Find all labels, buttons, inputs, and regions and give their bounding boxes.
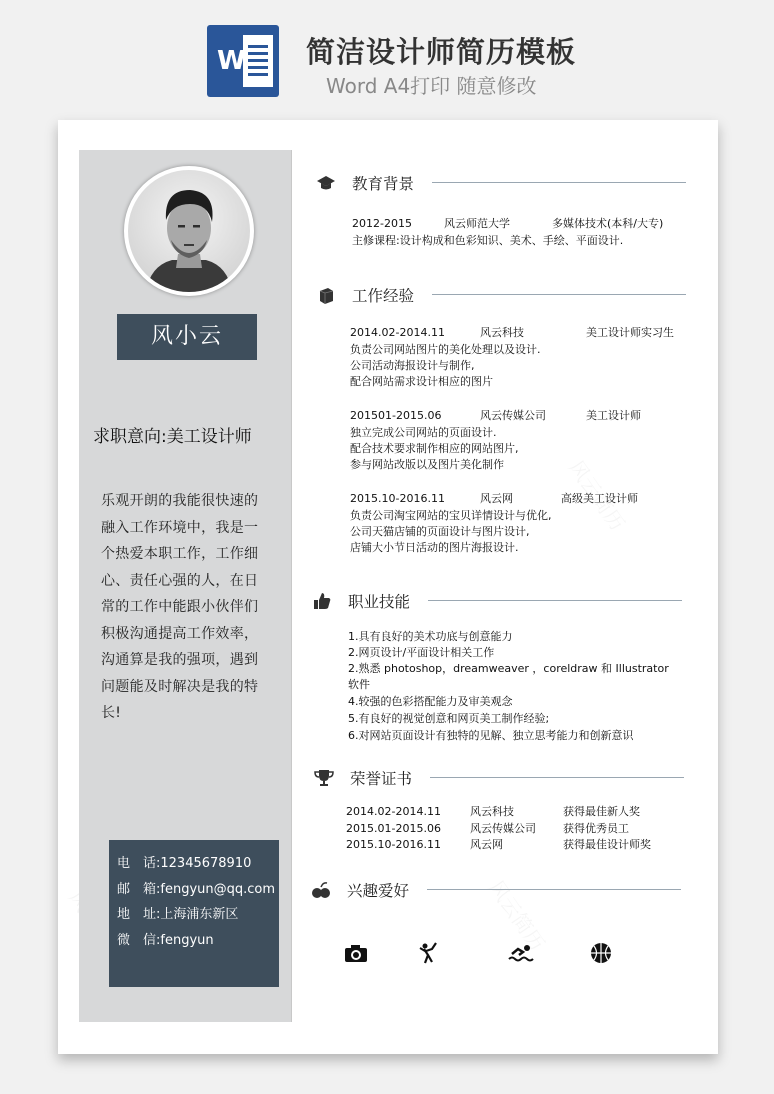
resume-page bbox=[58, 120, 718, 1054]
skill-item: 2.网页设计/平面设计相关工作 bbox=[348, 646, 495, 659]
skill-item: 2.熟悉 photoshop，dreamweaver ，coreldraw 和 Illustrator bbox=[348, 662, 669, 675]
honor-org: 风云网 bbox=[470, 838, 503, 851]
banner-title: 简洁设计师简历模板 bbox=[306, 35, 577, 69]
camera-icon bbox=[343, 940, 369, 966]
job-company: 风云传媒公司 bbox=[480, 409, 546, 422]
job-role: 美工设计师实习生 bbox=[586, 326, 674, 339]
contact-email: 邮 箱:fengyun@qq.com bbox=[117, 882, 276, 897]
basketball-icon bbox=[588, 940, 614, 966]
trophy-icon bbox=[314, 768, 334, 788]
name-plate: 风小云 bbox=[117, 314, 257, 360]
thumbs-up-icon bbox=[312, 591, 332, 611]
skill-item: 1.具有良好的美术功底与创意能力 bbox=[348, 630, 513, 643]
job-line: 公司天猫店铺的页面设计与图片设计, bbox=[350, 525, 530, 538]
skill-item: 5.有良好的视觉创意和网页美工制作经验; bbox=[348, 712, 550, 725]
job-role: 美工设计师 bbox=[586, 409, 641, 422]
honor-award: 获得优秀员工 bbox=[563, 822, 629, 835]
contact-box bbox=[109, 840, 279, 987]
self-introduction: 乐观开朗的我能很快速的融入工作环境中，我是一个热爱本职工作，工作细心、责任心强的人，在日常的工作中能跟小伙伴们积极沟通提高工作效率，沟通算是我的强项，遇到问题能及时解决是我的特长! bbox=[101, 493, 259, 721]
apple-icon bbox=[311, 880, 331, 900]
job-role: 高级美工设计师 bbox=[561, 492, 638, 505]
job-line: 负责公司淘宝网站的宝贝详情设计与优化, bbox=[350, 509, 552, 522]
word-logo-letter: W bbox=[217, 46, 246, 76]
honors-title: 荣誉证书 bbox=[350, 770, 413, 788]
honor-org: 风云科技 bbox=[470, 805, 514, 818]
job-company: 风云科技 bbox=[480, 326, 524, 339]
cube-icon bbox=[316, 285, 336, 305]
hobbies-title: 兴趣爱好 bbox=[347, 882, 410, 900]
skills-title: 职业技能 bbox=[348, 593, 411, 611]
work-title: 工作经验 bbox=[352, 287, 415, 305]
hobbies-header bbox=[311, 877, 681, 903]
honor-period: 2014.02-2014.11 bbox=[346, 805, 441, 818]
education-header bbox=[316, 170, 686, 196]
education-title: 教育背景 bbox=[352, 175, 415, 193]
education-major: 多媒体技术(本科/大专) bbox=[552, 217, 664, 230]
contact-phone: 电 话:12345678910 bbox=[117, 856, 252, 871]
honor-period: 2015.10-2016.11 bbox=[346, 838, 441, 851]
job-company: 风云网 bbox=[480, 492, 513, 505]
job-line: 独立完成公司网站的页面设计. bbox=[350, 426, 497, 439]
banner bbox=[0, 0, 774, 118]
sidebar-divider bbox=[291, 150, 292, 1022]
education-school: 风云师范大学 bbox=[444, 217, 510, 230]
job-period: 2014.02-2014.11 bbox=[350, 326, 445, 339]
job-period: 201501-2015.06 bbox=[350, 409, 442, 422]
job-line: 公司活动海报设计与制作, bbox=[350, 359, 475, 372]
job-line: 配合技术要求制作相应的网站图片, bbox=[350, 442, 519, 455]
contact-wechat: 微 信:fengyun bbox=[117, 933, 214, 948]
job-objective: 求职意向:美工设计师 bbox=[93, 427, 252, 447]
honors-header bbox=[314, 765, 684, 791]
job-line: 负责公司网站图片的美化处理以及设计. bbox=[350, 343, 541, 356]
sidebar bbox=[79, 150, 291, 1022]
portrait-photo-icon bbox=[128, 170, 250, 292]
swimming-icon bbox=[508, 940, 534, 966]
job-line: 参与网站改版以及图片美化制作 bbox=[350, 458, 504, 471]
skill-item: 4.较强的色彩搭配能力及审美观念 bbox=[348, 695, 513, 708]
avatar bbox=[124, 166, 254, 296]
honor-period: 2015.01-2015.06 bbox=[346, 822, 441, 835]
word-logo-icon bbox=[207, 25, 279, 97]
education-courses: 主修课程:设计构成和色彩知识、美术、手绘、平面设计. bbox=[352, 234, 624, 247]
work-header bbox=[316, 282, 686, 308]
job-line: 店铺大小节日活动的图片海报设计. bbox=[350, 541, 519, 554]
skill-item: 6.对网站页面设计有独特的见解、独立思考能力和创新意识 bbox=[348, 729, 634, 742]
job-line: 配合网站需求设计相应的图片 bbox=[350, 375, 493, 388]
graduation-cap-icon bbox=[316, 173, 336, 193]
badminton-icon bbox=[416, 940, 442, 966]
honor-award: 获得最佳新人奖 bbox=[563, 805, 640, 818]
education-period: 2012-2015 bbox=[352, 217, 412, 230]
skills-header bbox=[312, 588, 682, 614]
honor-org: 风云传媒公司 bbox=[470, 822, 536, 835]
job-period: 2015.10-2016.11 bbox=[350, 492, 445, 505]
banner-subtitle: Word A4打印 随意修改 bbox=[326, 74, 537, 98]
honor-award: 获得最佳设计师奖 bbox=[563, 838, 651, 851]
contact-address: 地 址:上海浦东新区 bbox=[117, 907, 239, 922]
skill-item: 软件 bbox=[348, 678, 370, 691]
